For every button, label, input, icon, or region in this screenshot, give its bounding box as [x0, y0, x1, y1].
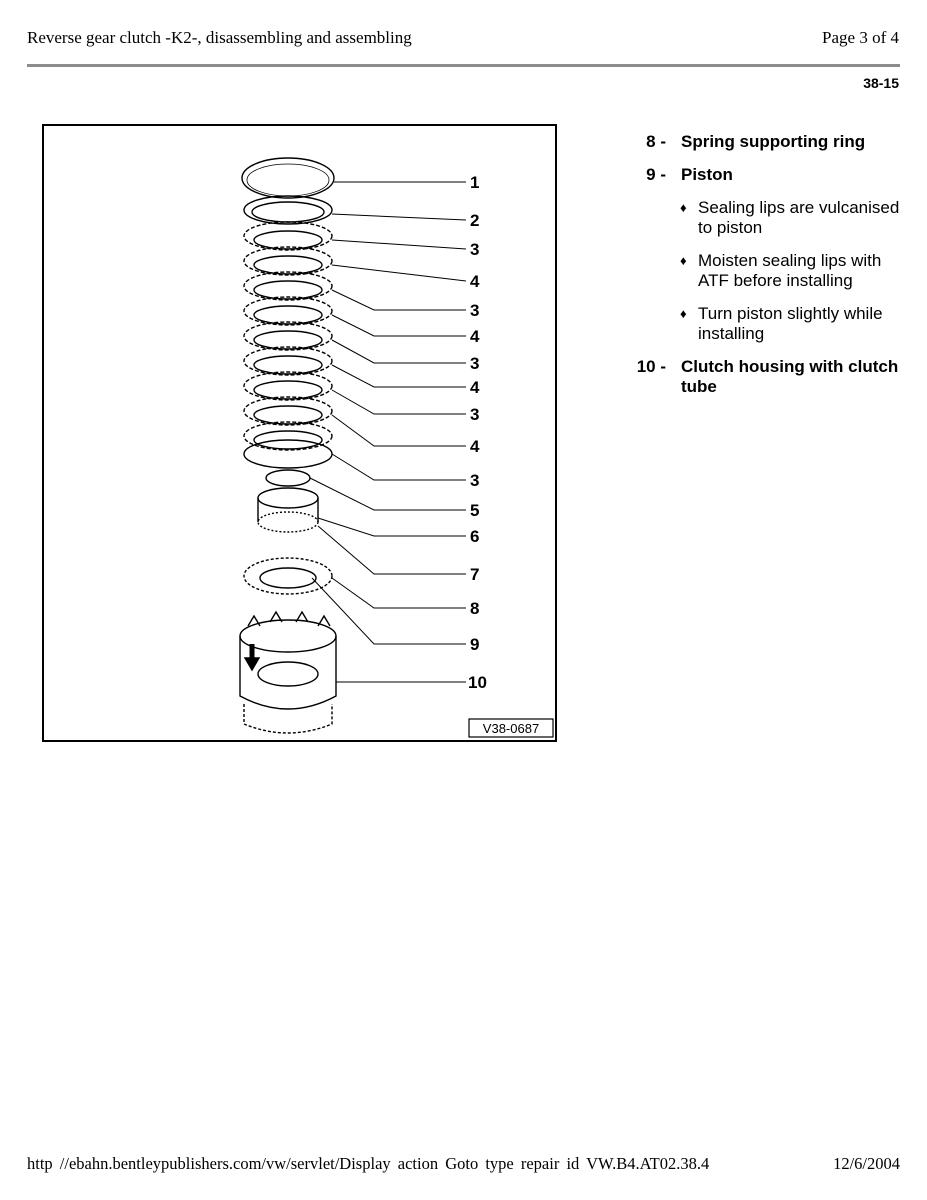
section-number: 38-15 — [863, 75, 899, 91]
callout-label: 4 — [470, 378, 480, 397]
part-spring-assembly — [258, 488, 318, 532]
footer-date: 12/6/2004 — [833, 1154, 900, 1173]
callout-label: 1 — [470, 173, 480, 192]
callout-label: 5 — [470, 501, 480, 520]
legend-item — [600, 357, 900, 397]
legend-item-number: 9 - — [646, 165, 666, 184]
legend-item-label: Spring supporting ring — [681, 132, 866, 151]
legend-item-number: 10 - — [636, 357, 666, 376]
callout-label: 9 — [470, 635, 480, 654]
footer-url[interactable]: http //ebahn.bentleypublishers.com/vw/servlet/Display action Goto type repair id VW.B4.AT02.38.4 — [27, 1154, 710, 1173]
exploded-view-figure — [42, 124, 557, 742]
callout-label: 10 — [468, 673, 487, 692]
callout-label: 2 — [470, 211, 480, 230]
piston-note-text: Sealing lips are vulcanised to piston — [698, 198, 900, 237]
part-spring-plate — [266, 470, 310, 486]
callout-label: 4 — [470, 272, 480, 291]
parts-legend — [600, 132, 900, 397]
callout-label: 7 — [470, 565, 480, 584]
legend-item — [600, 132, 900, 152]
callout-label: 3 — [470, 240, 480, 259]
document-title: Reverse gear clutch -K2-, disassembling and assembling — [27, 28, 412, 47]
callout-label: 6 — [470, 527, 480, 546]
figure-id: V38-0687 — [482, 721, 540, 736]
callout-label: 3 — [470, 301, 480, 320]
header-divider — [27, 64, 900, 67]
legend-item-label: Clutch housing with clutch tube — [681, 357, 899, 396]
callout-label: 3 — [470, 354, 480, 373]
piston-note-text: Moisten sealing lips with ATF before installing — [698, 251, 882, 290]
piston-note-text: Turn piston slightly while installing — [698, 304, 883, 343]
part-clutch-housing — [240, 612, 336, 733]
bullet-diamond-icon: ♦ — [680, 253, 687, 268]
callout-label: 4 — [470, 437, 480, 456]
piston-note — [680, 251, 900, 291]
page-indicator: Page 3 of 4 — [822, 28, 899, 47]
legend-item-number: 8 - — [646, 132, 666, 151]
part-pressure-plate — [244, 196, 332, 224]
legend-item-label: Piston — [681, 165, 733, 184]
piston-note — [680, 304, 900, 344]
piston-note — [680, 198, 900, 238]
bullet-diamond-icon: ♦ — [680, 306, 687, 321]
bullet-diamond-icon: ♦ — [680, 200, 687, 215]
callout-label: 3 — [470, 405, 480, 424]
page-footer — [27, 1154, 900, 1174]
legend-item — [600, 165, 900, 185]
callout-label: 3 — [470, 471, 480, 490]
callout-label: 8 — [470, 599, 480, 618]
callout-label: 4 — [470, 327, 480, 346]
